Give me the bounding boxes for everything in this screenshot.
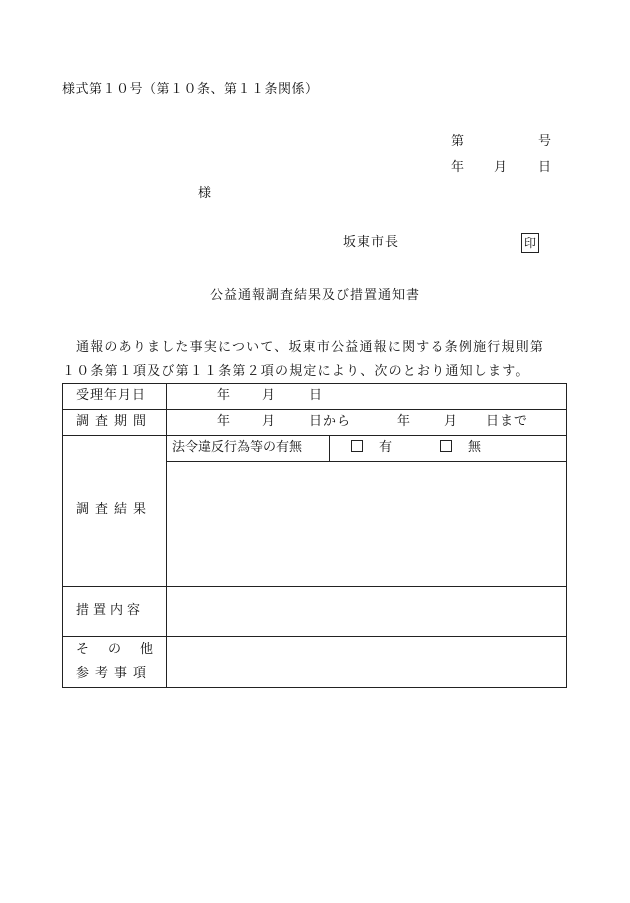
document-title: 公益通報調査結果及び措置通知書: [209, 288, 420, 303]
notice-table: [62, 383, 567, 688]
addressee-suffix: 様: [198, 186, 212, 201]
other-label-line-2: 参考事項: [76, 666, 153, 681]
receipt-month: 月: [262, 388, 276, 403]
checkbox-yes[interactable]: [351, 440, 363, 452]
document-number-suffix: 号: [538, 134, 552, 149]
checkbox-no[interactable]: [440, 440, 452, 452]
row-divider-2: [62, 435, 567, 436]
violation-divider: [329, 435, 330, 461]
period-start-year: 年: [217, 414, 231, 429]
receipt-year: 年: [217, 388, 231, 403]
form-number: 様式第１０号（第１０条、第１１条関係）: [62, 82, 319, 97]
measures-label: 措置内容: [76, 603, 145, 618]
period-end-year: 年: [397, 414, 411, 429]
period-start-day: 日から: [309, 414, 352, 429]
intro-paragraph: [62, 336, 572, 384]
investigation-result-label: 調査結果: [76, 502, 153, 517]
other-label-line-1: その他: [76, 642, 173, 657]
option-yes[interactable]: [351, 440, 392, 456]
issuer-name: 坂東市長: [343, 235, 400, 250]
result-content-area[interactable]: [167, 462, 566, 585]
row-divider-1: [62, 409, 567, 410]
option-no[interactable]: [440, 440, 481, 456]
date-month-label: 月: [494, 160, 508, 175]
period-end-month: 月: [444, 414, 458, 429]
date-day-label: 日: [538, 160, 552, 175]
option-no-label: 無: [468, 440, 482, 455]
period-end-day: 日まで: [486, 414, 529, 429]
intro-line-1: 通報のありました事実について、坂東市公益通報に関する条例施行規則第: [76, 340, 545, 355]
date-year-label: 年: [451, 160, 465, 175]
receipt-day: 日: [309, 388, 323, 403]
option-yes-label: 有: [379, 440, 393, 455]
document-number-prefix: 第: [451, 134, 465, 149]
period-start-month: 月: [262, 414, 276, 429]
violation-presence-label: 法令違反行為等の有無: [172, 440, 303, 455]
investigation-period-label: 調査期間: [76, 414, 153, 429]
receipt-date-label: 受理年月日: [76, 388, 147, 403]
intro-line-2: １０条第１項及び第１１条第２項の規定により、次のとおり通知します。: [62, 364, 530, 379]
measures-content-area[interactable]: [167, 587, 566, 635]
seal-mark: 印: [521, 233, 539, 253]
other-content-area[interactable]: [167, 637, 566, 687]
